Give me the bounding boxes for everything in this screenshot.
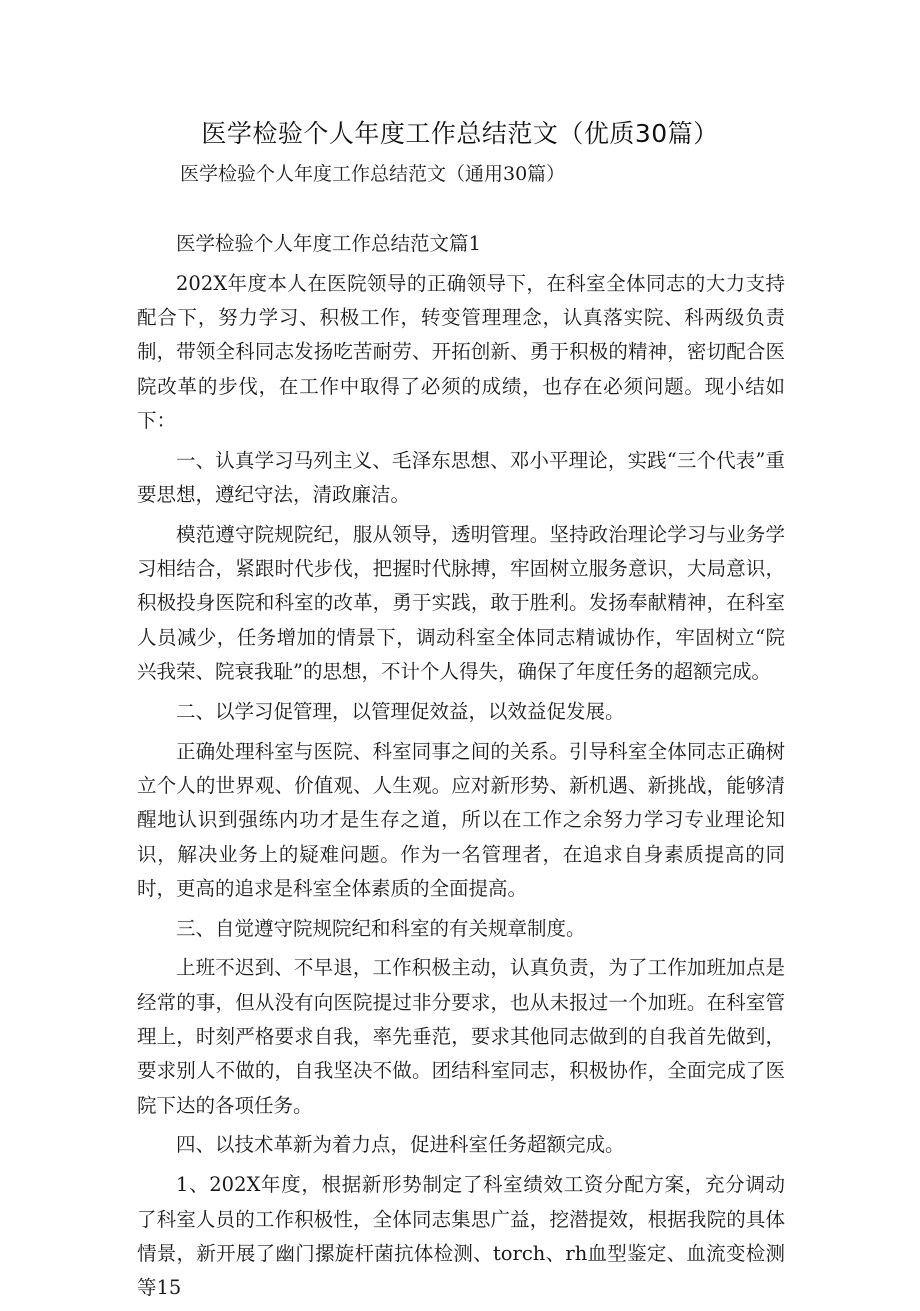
section-heading: 三、自觉遵守院规院纪和科室的有关规章制度。 [176, 916, 586, 940]
paragraph: 1、202X年度，根据新形势制定了科室绩效工资分配方案，充分调动了科室人员的工作积极性，全体同志集思广益，挖潜提效，根据我院的具体情景，新开展了幽门摞旋杆菌抗体检测、torch、rh血型鉴定、血流变检测等15 [137, 1173, 785, 1300]
section-heading: 二、以学习促管理，以管理促效益，以效益促发展。 [176, 699, 625, 723]
document-subtitle: 医学检验个人年度工作总结范文（通用30篇） [180, 163, 566, 185]
section-heading: 一、认真学习马列主义、毛泽东思想、邓小平理论，实践“三个代表”重要思想，遵纪守法，清政廉洁。 [137, 448, 785, 507]
paragraph: 模范遵守院规院纪，服从领导，透明管理。坚持政治理论学习与业务学习相结合，紧跟时代步伐，把握时代脉搏，牢固树立服务意识，大局意识，积极投身医院和科室的改革，勇于实践，敢于胜利。发扬奉献精神，在科室人员减少，任务增加的情景下，调动科室全体同志精诚协作，牢固树立“院兴我荣、院衰我耻”的思想，不计个人得失，确保了年度任务的超额完成。 [137, 522, 785, 684]
paragraph: 正确处理科室与医院、科室同事之间的关系。引导科室全体同志正确树立个人的世界观、价值观、人生观。应对新形势、新机遇、新挑战，能够清醒地认识到强练内功才是生存之道，所以在工作之余努力学习专业理论知识，解决业务上的疑难问题。作为一名管理者，在追求自身素质提高的同时，更高的追求是科室全体素质的全面提高。 [137, 739, 785, 900]
section-heading: 医学检验个人年度工作总结范文篇1 [176, 232, 481, 255]
paragraph: 上班不迟到、不早退，工作积极主动，认真负责，为了工作加班加点是经常的事，但从没有向医院提过非分要求，也从未报过一个加班。在科室管理上，时刻严格要求自我，率先垂范，要求其他同志做到的自我首先做到，要求别人不做的，自我坚决不做。团结科室同志，积极协作，全面完成了医院下达的各项任务。 [137, 956, 785, 1117]
document-title: 医学检验个人年度工作总结范文（优质30篇） [201, 119, 719, 148]
document-body [137, 227, 785, 1311]
section-heading: 四、以技术革新为着力点，促进科室任务超额完成。 [176, 1133, 625, 1157]
paragraph: 202X年度本人在医院领导的正确领导下，在科室全体同志的大力支持配合下，努力学习、积极工作，转变管理理念，认真落实院、科两级负责制，带领全科同志发扬吃苦耐劳、开拓创新、勇于积极的精神，密切配合医院改革的步伐，在工作中取得了必须的成绩，也存在必须问题。现小结如下： [137, 271, 785, 432]
